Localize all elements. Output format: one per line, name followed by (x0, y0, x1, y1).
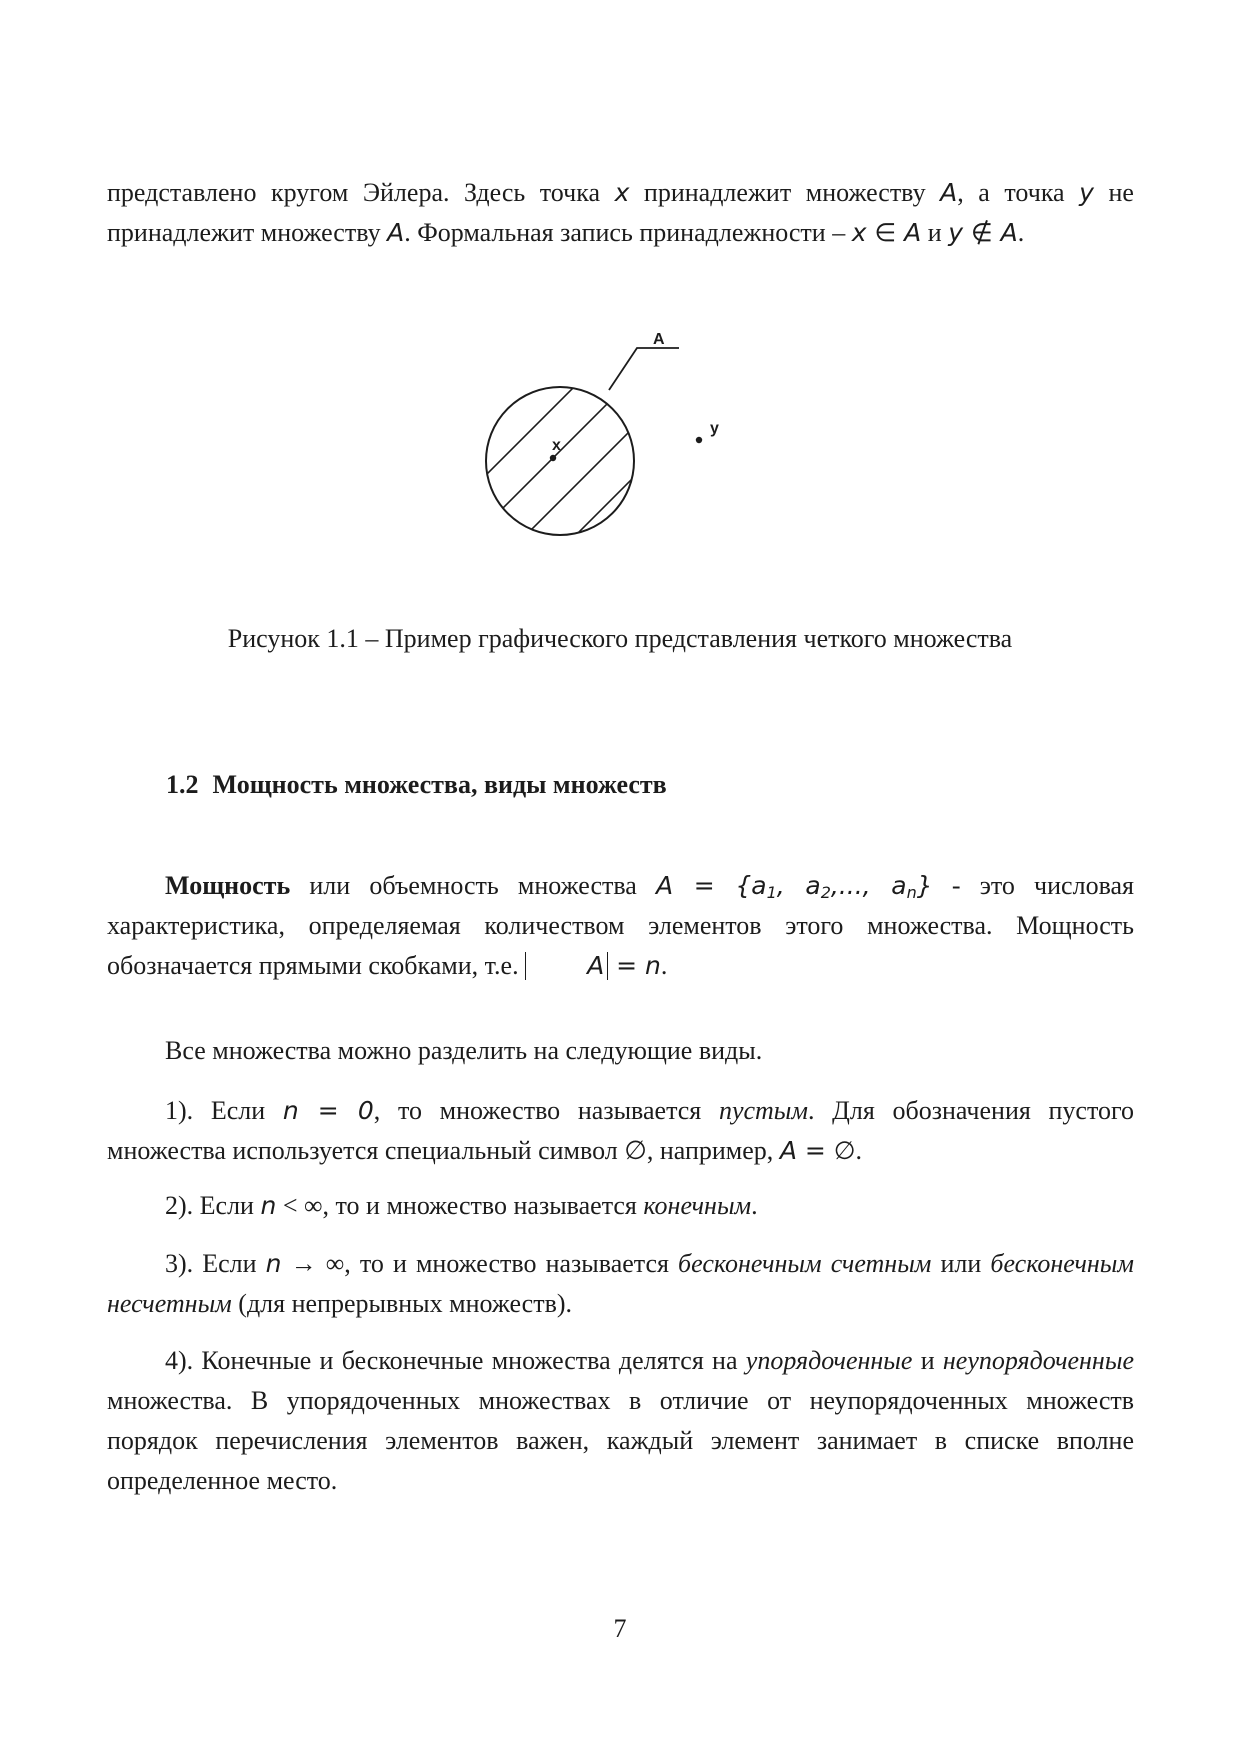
intro-text-4: не принадлежит множеству (107, 178, 1134, 247)
subscript: 2 (820, 883, 831, 902)
ordered-set-paragraph (107, 1341, 1134, 1501)
formula-equals-n: = n (608, 951, 661, 980)
math-A: A (387, 218, 405, 247)
section-title: Мощность множества, виды множеств (212, 770, 667, 799)
formula-y-not-in-A: y ∉ A (948, 218, 1018, 247)
p5-text-3: или (931, 1249, 991, 1278)
label-A: A (653, 331, 665, 348)
empty-set-paragraph (107, 1091, 1134, 1171)
p5-text-4: (для непрерывных множеств). (231, 1289, 573, 1318)
intro-text-3: , а точка (957, 178, 1080, 207)
p4-text-1: 2). Если (165, 1191, 261, 1220)
figure-caption: Рисунок 1.1 – Пример графического представления четкого множества (227, 624, 1013, 653)
p4-text-2: < ∞, то и множество называется (276, 1191, 644, 1220)
p1-text-2: - это числовая характеристика, определяемая количеством элементов этого множества. Мощность обозначается прямыми скобками, т.е. (107, 871, 1134, 980)
page-number: 7 (613, 1614, 627, 1643)
label-x: x (552, 437, 561, 454)
formula-cardinality (525, 951, 661, 980)
p5-text-2: → ∞, то и множество называется (281, 1249, 679, 1278)
section-number: 1.2 (166, 770, 199, 799)
math-y: y (1079, 178, 1094, 207)
formula-set-A-part: ,..., a (830, 871, 907, 900)
p6-text-1: 4). Конечные и бесконечные множества делятся на (165, 1346, 746, 1375)
term-unordered: неупорядоченные (942, 1346, 1134, 1375)
point-y (696, 437, 702, 443)
formula-set-A (656, 871, 933, 900)
term-power: Мощность (165, 871, 291, 900)
p1-text-3: . (660, 951, 668, 980)
math-x: x (614, 178, 630, 207)
p3-text-3: . Для обозначения пустого множества используется специальный символ ∅, например, (107, 1096, 1135, 1165)
intro-paragraph (107, 173, 1134, 253)
subscript: n (906, 883, 917, 902)
formula-set-A-part: , a (776, 871, 821, 900)
formula-A-empty: A = ∅ (779, 1136, 856, 1165)
power-paragraph (107, 866, 1134, 986)
term-ordered: упорядоченные (745, 1346, 913, 1375)
p4-text-3: . (751, 1191, 758, 1220)
intro-text-2: принадлежит множеству (629, 178, 941, 207)
p3-text-4: . (855, 1136, 863, 1165)
intro-text-1: представлено кругом Эйлера. Здесь точка (107, 178, 615, 207)
label-y: y (710, 420, 719, 437)
p5-text-1: 3). Если (165, 1249, 266, 1278)
formula-set-A-part: } (916, 871, 933, 900)
math-n: n (265, 1249, 282, 1278)
infinite-set-paragraph (107, 1244, 1134, 1324)
formula-set-A-part: A = {a (656, 871, 767, 900)
kinds-intro-paragraph: Все множества можно разделить на следующие виды. (165, 1036, 763, 1065)
p6-text-3: множества. В упорядоченных множествах в отличие от неупорядоченных множеств порядок перечисления элементов важен, каждый элемент занимает в списке вполне определенное место. (107, 1386, 1134, 1495)
intro-text-7: . (1017, 218, 1025, 247)
term-empty: пустым (718, 1096, 808, 1125)
term-uncountable-infinite: бесконечным несчетным (107, 1249, 1134, 1318)
finite-set-paragraph (107, 1186, 1134, 1226)
subscript: 1 (766, 883, 777, 902)
euler-circle-figure (480, 320, 730, 550)
formula-x-in-A: x ∈ A (851, 218, 922, 247)
hatching (480, 320, 710, 550)
p3-text-2: , то множество называется (373, 1096, 719, 1125)
set-A-circle (486, 387, 634, 535)
math-A: A (940, 178, 958, 207)
abs-A: A (525, 952, 608, 980)
set-A-leader-line (609, 348, 679, 390)
p3-text-1: 1). Если (165, 1096, 283, 1125)
term-finite: конечным (643, 1191, 752, 1220)
section-heading (166, 768, 667, 802)
p1-text-1: или объемность множества (290, 871, 657, 900)
intro-text-6: и (921, 218, 949, 247)
intro-text-5: . Формальная запись принадлежности – (404, 218, 852, 247)
formula-n-eq-0: n = 0 (282, 1096, 374, 1125)
p6-text-2: и (912, 1346, 943, 1375)
point-x (550, 455, 556, 461)
math-n: n (260, 1191, 277, 1220)
term-countable-infinite: бесконечным счетным (678, 1249, 932, 1278)
